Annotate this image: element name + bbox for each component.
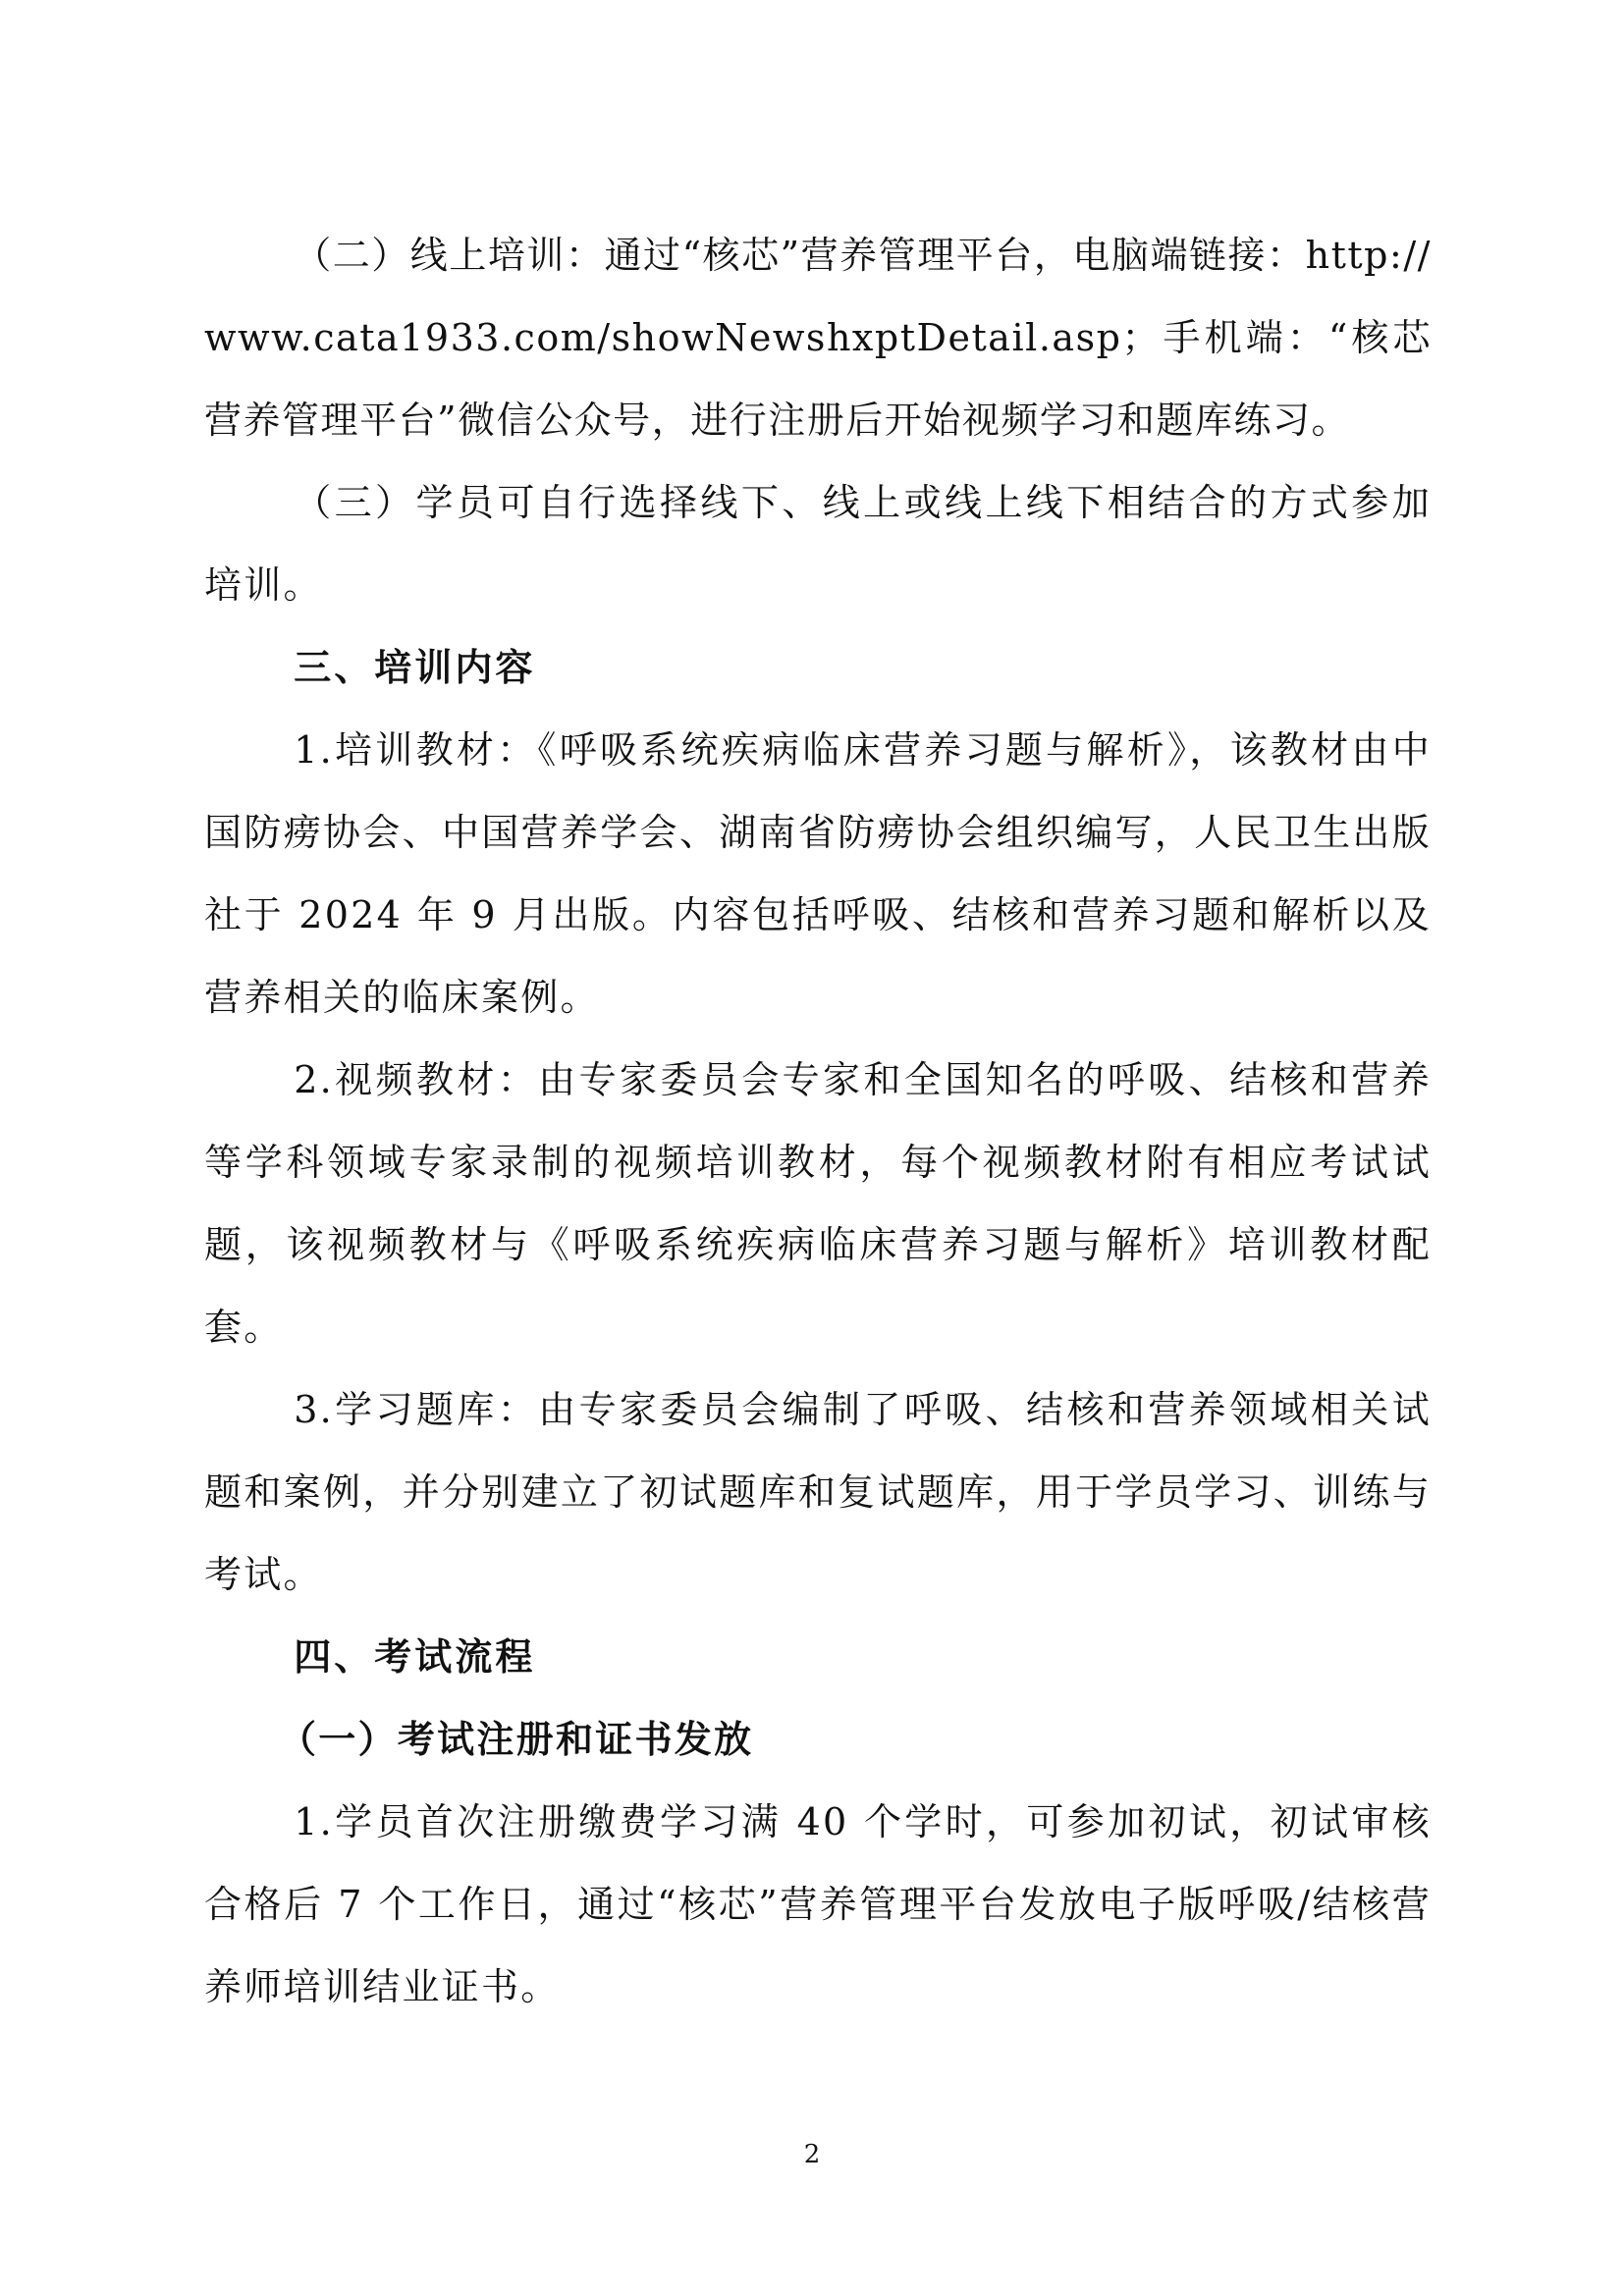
para-textbook: 1.培训教材：《呼吸系统疾病临床营养习题与解析》，该教材由中国防痨协会、中国营养学会、湖南省防痨协会组织编写，人民卫生出版社于 2024 年 9 月出版。内容包括呼吸、结核和营养习题和解析以及营养相关的临床案例。	[204, 728, 1432, 1019]
heading-training-content: 三、培训内容	[294, 646, 536, 689]
para-first-exam: 1.学员首次注册缴费学习满 40 个学时，可参加初试，初试审核合格后 7 个工作日，通过“核芯”营养管理平台发放电子版呼吸/结核营养师培训结业证书。	[204, 1800, 1432, 2008]
para-online-training: （二）线上培训：通过“核芯”营养管理平台，电脑端链接：http://www.cata1933.com/showNewshxptDetail.asp；手机端：“核芯营养管理平台”微信公众号，进行注册后开始视频学习和题库练习。	[204, 234, 1432, 442]
para-training-choice: （三）学员可自行选择线下、线上或线上线下相结合的方式参加培训。	[204, 481, 1432, 607]
para-video-material: 2.视频教材：由专家委员会专家和全国知名的呼吸、结核和营养等学科领域专家录制的视频培训教材，每个视频教材附有相应考试试题，该视频教材与《呼吸系统疾病临床营养习题与解析》培训教材配套。	[204, 1058, 1432, 1349]
subheading-exam-registration: （一）考试注册和证书发放	[279, 1717, 754, 1761]
para-question-bank: 3.学习题库：由专家委员会编制了呼吸、结核和营养领域相关试题和案例，并分别建立了初试题库和复试题库，用于学员学习、训练与考试。	[204, 1388, 1432, 1596]
document-body	[204, 214, 1432, 2028]
heading-exam-process: 四、考试流程	[294, 1635, 536, 1679]
page-number: 2	[803, 2140, 821, 2169]
